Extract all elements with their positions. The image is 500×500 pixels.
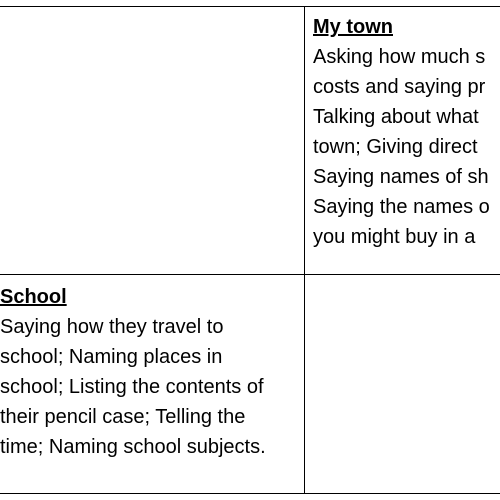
text-line: Saying the names o bbox=[313, 196, 490, 218]
table-cell-top-left bbox=[0, 7, 304, 274]
text-line: you might buy in a bbox=[313, 226, 476, 248]
text-line: costs and saying pr bbox=[313, 76, 486, 98]
text-line: their pencil case; Telling the bbox=[0, 406, 246, 428]
text-line: Talking about what bbox=[313, 106, 479, 128]
cell-title-school: School bbox=[0, 286, 67, 308]
table-cell-my-town bbox=[305, 7, 500, 274]
text-line: school; Listing the contents of bbox=[0, 376, 264, 398]
text-line: Saying how they travel to bbox=[0, 316, 224, 338]
cell-title-my-town: My town bbox=[313, 16, 393, 38]
cell-body-my-town bbox=[313, 42, 500, 252]
text-line: time; Naming school subjects. bbox=[0, 436, 266, 458]
table-bottom-border bbox=[0, 493, 500, 494]
table-cell-school bbox=[0, 275, 304, 493]
text-line: Asking how much s bbox=[313, 46, 486, 68]
text-line: school; Naming places in bbox=[0, 346, 223, 368]
cell-body-school bbox=[0, 312, 304, 462]
table-cell-bottom-right bbox=[305, 275, 500, 493]
text-line: Saying names of sh bbox=[313, 166, 489, 188]
text-line: town; Giving direct bbox=[313, 136, 478, 158]
